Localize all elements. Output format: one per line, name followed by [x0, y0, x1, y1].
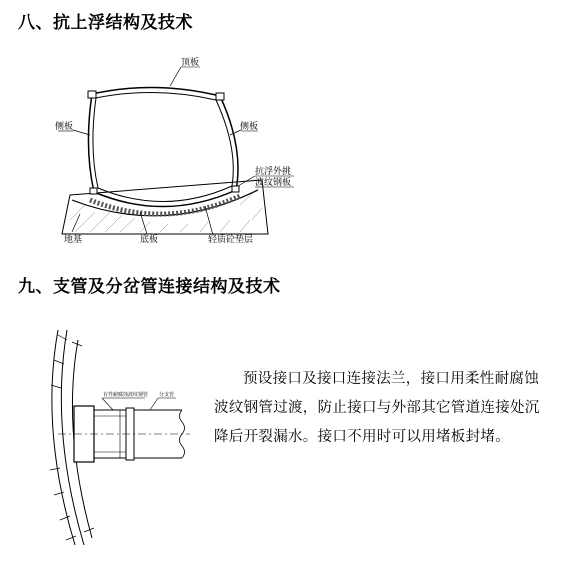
label-right-side-plate: 侧板	[240, 122, 259, 132]
section-9-paragraph: 预设接口及接口连接法兰，接口用柔性耐腐蚀波纹钢管过渡，防止接口与外部其它管道连接处沉降后开裂漏水。接口不用时可以用堵板封堵。	[214, 371, 540, 445]
label-top-plate: 顶板	[181, 58, 200, 68]
label-flex-corrugated-pipe: 有性耐腐蚀波纹钢管	[103, 392, 149, 398]
anti-float-diagram	[58, 67, 294, 235]
label-bottom-plate: 底板	[140, 235, 159, 245]
label-corrugated-plate: 波纹钢板	[255, 178, 292, 188]
branch-pipe-diagram	[50, 330, 190, 545]
label-left-side-plate: 侧板	[55, 122, 74, 132]
label-branch-pipe: 分支管	[159, 392, 175, 398]
section-8-heading: 八、抗上浮结构及技术	[18, 13, 193, 33]
label-light-cushion: 轻质砼垫层	[208, 235, 254, 245]
label-anti-float: 抗浮外挑	[255, 167, 292, 177]
label-foundation: 地基	[64, 235, 83, 245]
section-9-heading: 九、支管及分岔管连接结构及技术	[18, 277, 281, 297]
